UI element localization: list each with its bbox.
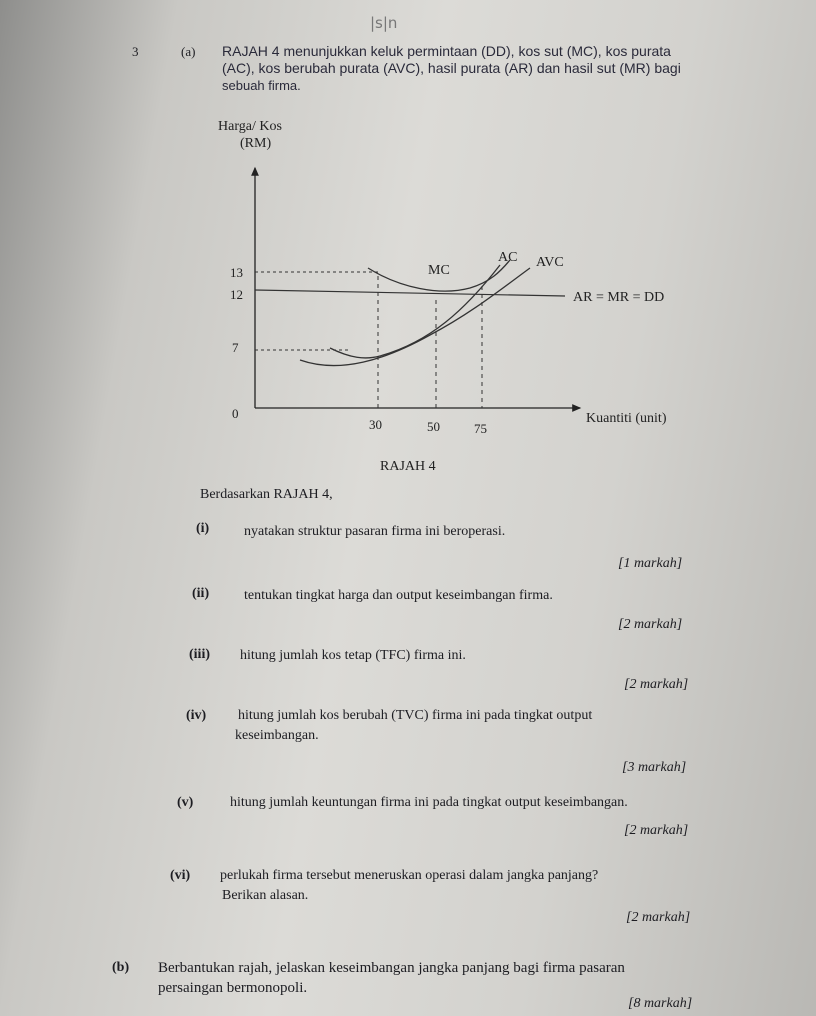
- sub-vi-label: (vi): [170, 868, 191, 883]
- part-b-text-1: Berbantukan rajah, jelaskan keseimbangan jangka panjang bagi firma pasaran: [158, 960, 625, 976]
- label-ac: AC: [498, 250, 518, 265]
- sub-iii-text: hitung jumlah kos tetap (TFC) firma ini.: [240, 648, 466, 663]
- lead-in: Berdasarkan RAJAH 4,: [200, 487, 333, 502]
- question-number: 3: [132, 44, 139, 59]
- label-demand: AR = MR = DD: [573, 290, 665, 305]
- intro-line-1: RAJAH 4 menunjukkan keluk permintaan (DD), kos sut (MC), kos purata: [222, 43, 671, 59]
- sub-i-label: (i): [196, 521, 210, 536]
- sub-ii-marks: [2 markah]: [618, 617, 683, 632]
- sub-iv-text-1: hitung jumlah kos berubah (TVC) firma ini pada tingkat output: [238, 708, 593, 723]
- cost-revenue-diagram: [200, 110, 720, 480]
- y-axis-label-1: Harga/ Kos: [218, 119, 282, 134]
- y-tick-0: 0: [232, 406, 239, 421]
- y-tick-13: 13: [230, 265, 243, 280]
- sub-i-marks: [1 markah]: [618, 556, 683, 571]
- part-a-label: (a): [181, 44, 196, 59]
- y-axis-label-2: (RM): [240, 136, 272, 151]
- demand-line: [255, 290, 565, 296]
- sub-iv-text-2: keseimbangan.: [235, 728, 319, 743]
- sub-v-label: (v): [177, 795, 194, 810]
- y-tick-12: 12: [230, 287, 243, 302]
- part-b-label: (b): [112, 960, 130, 975]
- figure-caption: RAJAH 4: [380, 459, 436, 474]
- sub-iii-marks: [2 markah]: [624, 677, 689, 692]
- sub-i-text: nyatakan struktur pasaran firma ini beroperasi.: [244, 524, 506, 539]
- sub-v-text: hitung jumlah keuntungan firma ini pada tingkat output keseimbangan.: [230, 795, 628, 810]
- x-tick-75: 75: [474, 421, 487, 436]
- label-avc: AVC: [536, 255, 564, 270]
- intro-line-2: (AC), kos berubah purata (AVC), hasil purata (AR) dan hasil sut (MR) bagi: [222, 60, 681, 76]
- sub-iii-label: (iii): [189, 647, 210, 662]
- sub-vi-text-2: Berikan alasan.: [222, 888, 309, 903]
- sub-ii-label: (ii): [192, 586, 210, 601]
- sub-vi-marks: [2 markah]: [626, 910, 691, 925]
- mc-curve: [330, 265, 500, 358]
- sub-iv-label: (iv): [186, 708, 207, 723]
- sub-iv-marks: [3 markah]: [622, 760, 687, 775]
- part-b-text-2: persaingan bermonopoli.: [158, 980, 308, 996]
- x-tick-30: 30: [369, 417, 382, 432]
- sub-v-marks: [2 markah]: [624, 823, 689, 838]
- sub-ii-text: tentukan tingkat harga dan output keseimbangan firma.: [244, 588, 553, 603]
- handwritten-note: |s|n: [370, 14, 398, 32]
- x-tick-50: 50: [427, 419, 440, 434]
- avc-curve: [300, 268, 530, 366]
- sub-vi-text-1: perlukah firma tersebut meneruskan operasi dalam jangka panjang?: [220, 868, 599, 883]
- part-b-marks: [8 markah]: [628, 996, 693, 1011]
- intro-line-3: sebuah firma.: [222, 78, 301, 93]
- label-mc: MC: [428, 263, 450, 278]
- y-tick-7: 7: [232, 340, 239, 355]
- x-axis-label: Kuantiti (unit): [586, 411, 667, 426]
